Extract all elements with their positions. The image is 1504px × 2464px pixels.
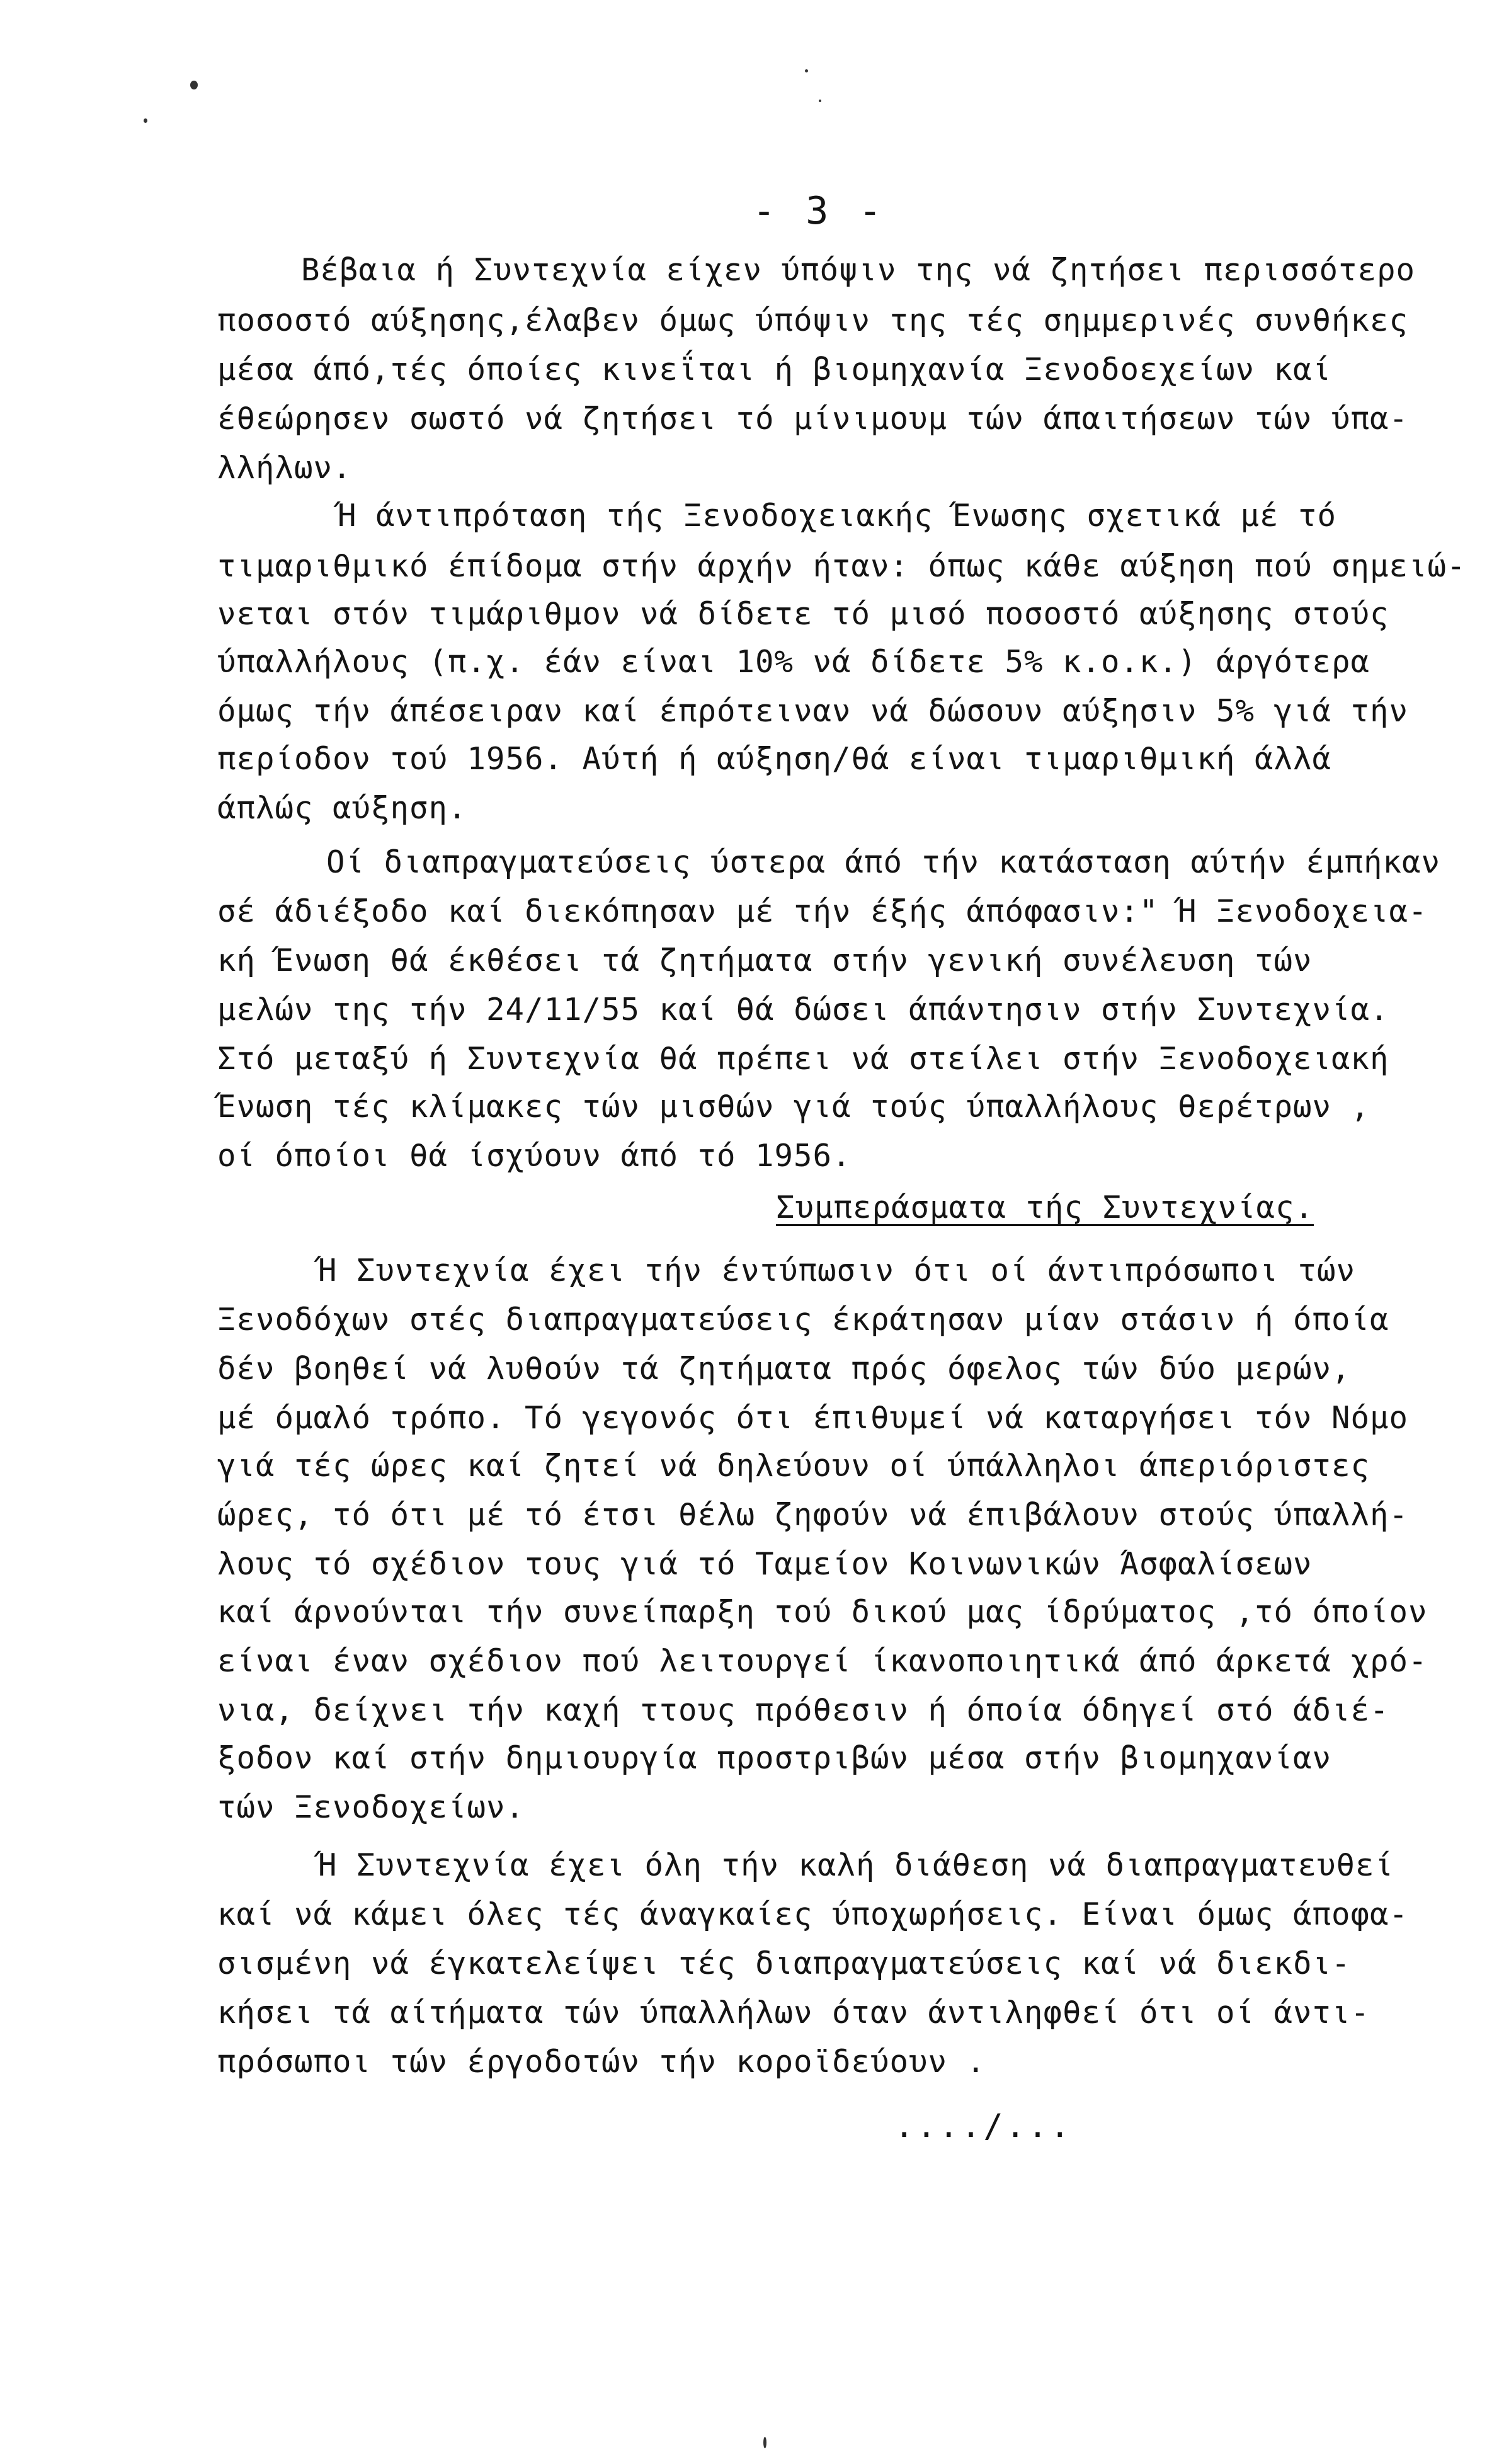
scan-speck — [763, 2437, 766, 2448]
text-line: Ένωση τές κλίμακες τών μισθών γιά τούς ύπαλλήλους θερέτρων , — [217, 1089, 1370, 1125]
text-line: τών Ξενοδοχείων. — [217, 1789, 525, 1825]
text-line: είναι έναν σχέδιον πού λειτουργεί ίκανοποιητικά άπό άρκετά χρό- — [217, 1643, 1428, 1679]
continuation-mark: ..../... — [894, 2107, 1073, 2145]
text-line: Ξενοδόχων στές διαπραγματεύσεις έκράτησαν μίαν στάσιν ή όποία — [217, 1302, 1389, 1338]
text-line: Ή άντιπρόταση τής Ξενοδοχειακής Ένωσης σχετικά μέ τό — [338, 498, 1337, 534]
text-line: Βέβαια ή Συντεχνία είχεν ύπόψιν της νά ζητήσει περισσότερο — [301, 252, 1416, 288]
text-line: μελών της τήν 24/11/55 καί θά δώσει άπάντησιν στήν Συντεχνία. — [217, 992, 1389, 1028]
text-line: ξοδον καί στήν δημιουργία προστριβών μέσα στήν βιομηχανίαν — [217, 1740, 1332, 1776]
text-line: λους τό σχέδιον τους γιά τό Ταμείον Κοινωνικών Άσφαλίσεων — [217, 1546, 1313, 1582]
text-line: μέσα άπό,τές όποίες κινεΐται ή βιομηχανία Ξενοδοεχείων καί — [217, 352, 1332, 387]
text-line: δέν βοηθεί νά λυθούν τά ζητήματα πρός όφελος τών δύο μερών, — [217, 1351, 1351, 1387]
text-line: Οί διαπραγματεύσεις ύστερα άπό τήν κατάσταση αύτήν έμπήκαν — [326, 844, 1441, 880]
text-line: Ή Συντεχνία έχει όλη τήν καλή διάθεση νά διαπραγματευθεί — [318, 1847, 1394, 1883]
text-line: Στό μεταξύ ή Συντεχνία θά πρέπει νά στείλει στήν Ξενοδοχειακή — [217, 1041, 1389, 1077]
text-line: ποσοστό αύξησης,έλαβεν όμως ύπόψιν της τές σημμερινές συνθήκες — [217, 302, 1409, 338]
text-line: ύπαλλήλους (π.χ. έάν είναι 10% νά δίδετε 5% κ.ο.κ.) άργότερα — [217, 644, 1370, 680]
text-line: κήσει τά αίτήματα τών ύπαλλήλων όταν άντιληφθεί ότι οί άντι- — [217, 1995, 1370, 2031]
scan-speck — [819, 100, 821, 102]
section-heading: Συμπεράσματα τής Συντεχνίας. — [776, 1189, 1314, 1225]
scan-speck — [144, 118, 147, 123]
text-line: καί νά κάμει όλες τές άναγκαίες ύποχωρήσεις. Είναι όμως άποφα- — [217, 1896, 1409, 1932]
text-line: Ή Συντεχνία έχει τήν έντύπωσιν ότι οί άντιπρόσωποι τών — [318, 1252, 1356, 1288]
text-line: σέ άδιέξοδο καί διεκόπησαν μέ τήν έξής άπόφασιν:" Ή Ξενοδοχεια- — [217, 893, 1428, 929]
text-line: λλήλων. — [217, 450, 352, 486]
text-line: γιά τές ώρες καί ζητεί νά δηλεύουν οί ύπάλληλοι άπεριόριστες — [217, 1448, 1370, 1484]
text-line: σισμένη νά έγκατελείψει τές διαπραγματεύσεις καί νά διεκδι- — [217, 1945, 1351, 1981]
text-line: μέ όμαλό τρόπο. Τό γεγονός ότι έπιθυμεί νά καταργήσει τόν Νόμο — [217, 1400, 1409, 1436]
scan-speck — [190, 81, 198, 89]
scan-speck — [805, 69, 808, 72]
text-line: άπλώς αύξηση. — [217, 790, 467, 826]
text-line: νεται στόν τιμάριθμον νά δίδετε τό μισό ποσοστό αύξησης στούς — [217, 596, 1389, 632]
text-line: όμως τήν άπέσειραν καί έπρότειναν νά δώσουν αύξησιν 5% γιά τήν — [217, 693, 1409, 729]
text-line: πρόσωποι τών έργοδοτών τήν κοροϊδεύουν . — [217, 2044, 986, 2080]
text-line: περίοδον τού 1956. Αύτή ή αύξηση/θά είναι τιμαριθμική άλλά — [217, 741, 1332, 777]
text-line: ώρες, τό ότι μέ τό έτσι θέλω ζηφούν νά έπιβάλουν στούς ύπαλλή- — [217, 1497, 1409, 1533]
page-number: - 3 - — [753, 189, 886, 233]
text-line: κή Ένωση θά έκθέσει τά ζητήματα στήν γενική συνέλευση τών — [217, 943, 1313, 978]
text-line: νια, δείχνει τήν καχή ττους πρόθεσιν ή όποία όδηγεί στό άδιέ- — [217, 1692, 1389, 1728]
text-line: έθεώρησεν σωστό νά ζητήσει τό μίνιμουμ τών άπαιτήσεων τών ύπα- — [217, 401, 1409, 437]
text-line: οί όποίοι θά ίσχύουν άπό τό 1956. — [217, 1138, 852, 1174]
text-line: καί άρνούνται τήν συνείπαρξη τού δικού μας ίδρύματος ,τό όποίον — [217, 1594, 1428, 1630]
text-line: τιμαριθμικό έπίδομα στήν άρχήν ήταν: όπως κάθε αύξηση πού σημειώ- — [217, 548, 1466, 584]
